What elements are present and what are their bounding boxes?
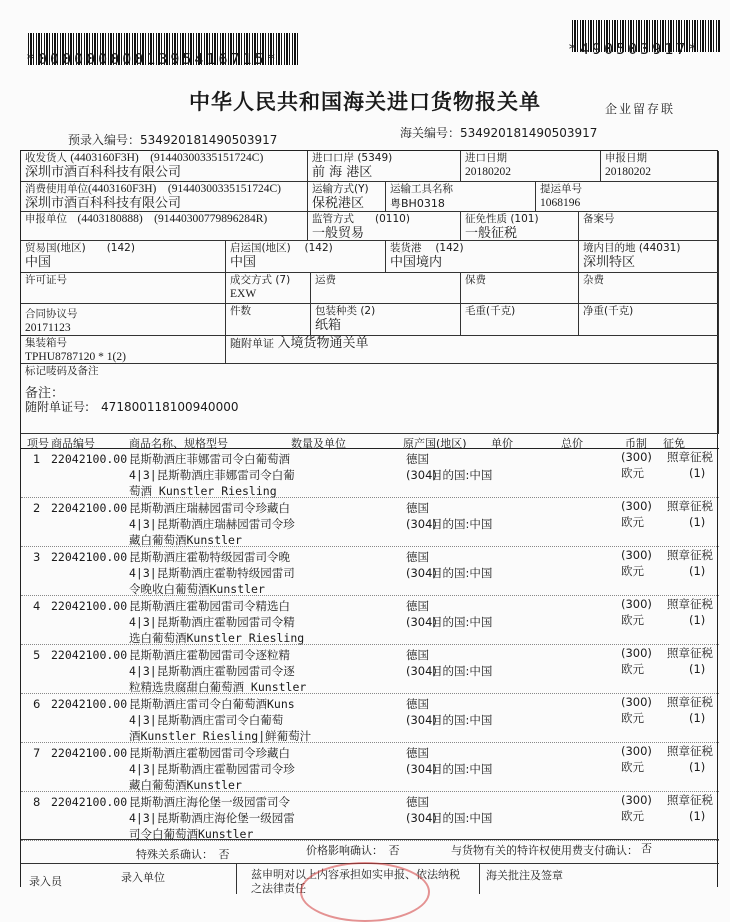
currency: 欧元 [621,564,644,578]
item-name-line: 4|3|昆斯勒酒庄瑞赫园雷司令珍 [129,517,295,531]
levy-method: 照章征税 [667,695,713,709]
docs: 入境货物通关单 [277,336,369,351]
item-name-line: 昆斯勒酒庄霍勒园雷司令逐粒精 [129,648,290,662]
supervision: 一般贸易 [312,226,365,241]
item-name-line: 4|3|昆斯勒酒庄菲娜雷司令白葡 [129,468,295,482]
item-number: 4 [33,599,41,613]
item-row [21,449,719,498]
item-name-line: 4|3|昆斯勒酒庄霍勒园雷司令逐 [129,664,295,678]
declarant-label: 申报单位 [25,213,67,225]
item-name-line: 令晚收白葡萄酒Kunstler [129,582,265,596]
item-name-line: 选白葡萄酒Kunstler Riesling [129,631,305,645]
special-relation-confirm: 特殊关系确认： 否 [136,848,230,861]
declarant-cell [21,212,308,241]
destination-country: 目的国:中国 [431,811,493,825]
trade-country: 中国 [25,255,52,270]
item-name-line: 昆斯勒酒庄霍勒特级园雷司令晚 [129,550,290,564]
bl-cell [536,182,719,212]
item-number: 7 [33,746,41,760]
destination-country: 目的国:中国 [431,615,493,629]
levy-method: 照章征税 [667,499,713,513]
item-name-line: 昆斯勒酒庄霍勒园雷司令珍藏白 [129,746,290,760]
depart-country-label: 启运国(地区) (142) [230,242,333,254]
currency-code: (300) [621,499,652,513]
item-header-2: 商品名称、规格型号 [129,437,228,450]
freight-label: 运费 [315,274,336,286]
item-row [21,596,719,645]
contract-number: 20171123 [25,322,71,334]
vehicle: 粤BH0318 [390,197,445,210]
royalty-confirm-label: 与货物有关的特许权使用费支付确认： [451,844,638,857]
vehicle-cell [386,182,536,212]
contract-cell [21,304,226,336]
hs-code: 22042100.00 [51,746,128,760]
marks-label: 标记唛码及备注 [25,365,99,377]
misc-cell [579,273,719,304]
origin-code: (304) [406,664,437,678]
insurance-cell [461,273,579,304]
consumer: 深圳市酒百科科技有限公司 [25,196,182,211]
levy-nature: 一般征税 [465,226,518,241]
item-name-line: 司令白葡萄酒Kunstler [129,827,254,841]
port-label: 进口口岸 (5349) [312,152,393,164]
import-date: 20180202 [465,166,511,178]
currency-code: (300) [621,450,652,464]
hs-code: 22042100.00 [51,501,128,515]
destination-cell [579,241,719,273]
levy-code: (1) [689,760,706,774]
currency: 欧元 [621,613,644,627]
currency: 欧元 [621,809,644,823]
marks-cell [21,364,719,434]
port: 前 海 港区 [312,165,373,180]
levy-code: (1) [689,809,706,823]
container-cell [21,336,226,364]
item-row [21,694,719,743]
origin-country: 德国 [406,501,429,515]
deal-label: 成交方式 (7) [230,274,291,286]
levy-method: 照章征税 [667,450,713,464]
consignee-codes: (4403160F3H) (91440300335151724C) [70,152,264,164]
item-name-line: 昆斯勒酒庄瑞赫园雷司令珍藏白 [129,501,290,515]
levy-method: 照章征税 [667,548,713,562]
barcode-left-number: *0000000001395416715* [26,50,279,68]
declarant-codes: (4403180888) (91440300779896284R) [77,213,268,225]
destination-country: 目的国:中国 [431,713,493,727]
license-label: 许可证号 [25,274,67,286]
destination: 深圳特区 [583,255,636,270]
declare-date: 20180202 [605,166,651,178]
vehicle-label: 运输工具名称 [390,183,453,195]
item-name-line: 藏白葡萄酒Kunstler [129,778,242,792]
net-weight-label: 净重(千克) [583,305,634,317]
levy-code: (1) [689,662,706,676]
depart-country-cell [226,241,386,273]
item-name-line: 萄酒 Kunstler Riesling [129,484,277,498]
deal-term: EXW [230,288,257,300]
supervision-label: 监管方式 (0110) [312,213,410,225]
consignee-cell [21,151,308,182]
pack-label: 包装种类 (2) [315,305,376,317]
hs-code: 22042100.00 [51,452,128,466]
pack-type: 纸箱 [315,318,342,333]
item-header-3: 数量及单位 [291,437,346,450]
levy-code: (1) [689,613,706,627]
item-header-6: 总价 [561,437,583,450]
container-label: 集装箱号 [25,337,67,349]
item-name-line: 4|3|昆斯勒酒庄海伦堡一级园雷 [129,811,295,825]
consumer-label: 消费使用单位 [25,183,88,195]
hs-code: 22042100.00 [51,795,128,809]
barcode-right-number: *490503917* [568,40,701,58]
deal-cell [226,273,311,304]
supervision-cell [308,212,461,241]
currency: 欧元 [621,760,644,774]
pack-cell [311,304,461,336]
origin-country: 德国 [406,648,429,662]
currency: 欧元 [621,711,644,725]
royalty-confirm-value: 否 [641,842,652,855]
hs-code: 22042100.00 [51,697,128,711]
item-row [21,645,719,694]
item-header-5: 单价 [491,437,513,450]
declare-date-label: 申报日期 [605,152,647,164]
origin-code: (304) [406,615,437,629]
item-number: 8 [33,795,41,809]
transport-cell [308,182,386,212]
entry-clerk-label: 录入员 [29,875,62,888]
levy-code: (1) [689,711,706,725]
license-cell [21,273,226,304]
copy-label: 企业留存联 [605,102,676,116]
levy-nature-label: 征免性质 (101) [465,213,539,225]
trade-country-cell [21,241,226,273]
levy-code: (1) [689,564,706,578]
transport: 保税港区 [312,196,365,211]
trade-country-label: 贸易国(地区) (142) [25,242,135,254]
origin-code: (304) [406,713,437,727]
item-name-line: 昆斯勒酒庄海伦堡一级园雷司令 [129,795,290,809]
destination-country: 目的国:中国 [431,517,493,531]
import-date-cell [461,151,601,182]
load-port-cell [386,241,579,273]
currency-code: (300) [621,597,652,611]
gross-weight-cell [461,304,579,336]
origin-code: (304) [406,811,437,825]
attached-doc-number: 随附单证号: 471800118100940000 [25,400,239,414]
destination-country: 目的国:中国 [431,566,493,580]
customs-note-label: 海关批注及签章 [486,869,563,882]
depart-country: 中国 [230,255,257,270]
levy-method: 照章征税 [667,597,713,611]
item-header-8: 征免 [663,437,685,450]
item-name-line: 昆斯勒酒庄菲娜雷司令白葡萄酒 [129,452,290,466]
origin-country: 德国 [406,452,429,466]
item-header-7: 币制 [625,437,647,450]
currency-code: (300) [621,646,652,660]
bl-label: 提运单号 [540,183,582,195]
levy-method: 照章征税 [667,793,713,807]
freight-cell [311,273,461,304]
item-row [21,547,719,596]
item-number: 2 [33,501,41,515]
declaration-form [20,150,718,895]
load-port: 中国境内 [390,255,443,270]
contract-label: 合同协议号 [25,308,78,320]
pre-entry-number: 预录入编号：534920181490503917 [68,133,278,147]
currency: 欧元 [621,515,644,529]
origin-country: 德国 [406,746,429,760]
origin-code: (304) [406,517,437,531]
item-header-1: 商品编号 [51,437,95,450]
consignee-label: 收发货人 [25,152,67,164]
consumer-cell [21,182,308,212]
item-number: 3 [33,550,41,564]
currency: 欧元 [621,466,644,480]
customs-number: 海关编号：534920181490503917 [400,126,598,140]
load-port-label: 装货港 (142) [390,242,464,254]
consumer-codes: (4403160F3H) (91440300335151724C) [88,183,281,195]
origin-code: (304) [406,566,437,580]
insurance-label: 保费 [465,274,486,286]
consignee: 深圳市酒百科科技有限公司 [25,165,182,180]
levy-method: 照章征税 [667,646,713,660]
misc-label: 杂费 [583,274,604,286]
entry-unit-label: 录入单位 [121,871,165,884]
transport-label: 运输方式(Y) [312,183,369,195]
origin-country: 德国 [406,599,429,613]
item-name-line: 藏白葡萄酒Kunstler [129,533,242,547]
item-name-line: 4|3|昆斯勒酒庄霍勒特级园雷司 [129,566,295,580]
destination-country: 目的国:中国 [431,762,493,776]
item-name-line: 4|3|昆斯勒酒庄雷司令白葡萄 [129,713,284,727]
origin-code: (304) [406,762,437,776]
item-name-line: 4|3|昆斯勒酒庄霍勒园雷司令珍 [129,762,295,776]
item-number: 5 [33,648,41,662]
item-number: 6 [33,697,41,711]
item-row [21,792,719,841]
currency-code: (300) [621,793,652,807]
record-cell [579,212,719,241]
currency-code: (300) [621,695,652,709]
bl-number: 1068196 [540,197,581,209]
destination-label: 境内目的地 (44031) [583,242,681,254]
item-header-4: 原产国(地区) [403,437,467,450]
destination-country: 目的国:中国 [431,468,493,482]
origin-country: 德国 [406,697,429,711]
legal-statement: 兹申明对以上内容承担如实申报、依法纳税之法律责任 [251,868,460,895]
origin-code: (304) [406,468,437,482]
record-label: 备案号 [583,213,615,225]
origin-country: 德国 [406,795,429,809]
levy-code: (1) [689,515,706,529]
currency: 欧元 [621,662,644,676]
docs-label: 随附单证 [230,337,274,350]
import-date-label: 进口日期 [465,152,507,164]
declare-date-cell [601,151,719,182]
price-impact-confirm: 价格影响确认： 否 [306,844,400,857]
levy-method: 照章征税 [667,744,713,758]
item-name-line: 昆斯勒酒庄霍勒园雷司令精选白 [129,599,290,613]
currency-code: (300) [621,744,652,758]
hs-code: 22042100.00 [51,550,128,564]
hs-code: 22042100.00 [51,648,128,662]
pieces-cell [226,304,311,336]
hs-code: 22042100.00 [51,599,128,613]
item-name-line: 4|3|昆斯勒酒庄霍勒园雷司令精 [129,615,295,629]
destination-country: 目的国:中国 [431,664,493,678]
currency-code: (300) [621,548,652,562]
pieces-label: 件数 [230,305,251,317]
item-number: 1 [33,452,41,466]
levy-code: (1) [689,466,706,480]
document-title: 中华人民共和国海关进口货物报关单 [189,90,541,114]
net-weight-cell [579,304,719,336]
item-name-line: 酒Kunstler Riesling|鲜葡萄汁 [129,729,312,743]
remark: 备注： [25,386,65,401]
origin-country: 德国 [406,550,429,564]
levy-nature-cell [461,212,579,241]
item-name-line: 粒精选贵腐甜白葡萄酒 Kunstler [129,680,307,694]
item-name-line: 昆斯勒酒庄雷司令白葡萄酒Kuns [129,697,295,711]
gross-weight-label: 毛重(千克) [465,305,516,317]
confirmation-row [21,839,719,864]
port-cell [308,151,461,182]
item-row [21,498,719,547]
item-header-0: 项号 [27,437,49,450]
docs-cell [226,336,719,364]
red-seal-stamp [300,862,430,922]
item-row [21,743,719,792]
container-number: TPHU8787120 * 1(2) [25,351,126,363]
